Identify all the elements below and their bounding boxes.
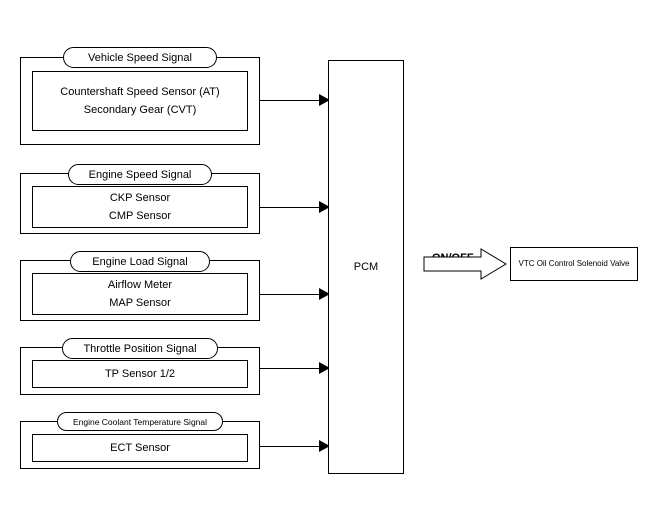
sensor-label: MAP Sensor — [109, 297, 171, 309]
sensor-box-engine-coolant-temperature — [32, 434, 248, 462]
solenoid-valve-label: VTC Oil Control Solenoid Valve — [518, 259, 630, 268]
sensor-label: CMP Sensor — [108, 210, 172, 222]
pcm-label: PCM — [353, 261, 379, 273]
pcm-box — [328, 60, 404, 474]
sensor-box-vehicle-speed — [32, 71, 248, 131]
connector-engine-coolant-temperature — [260, 446, 324, 447]
signal-title-vehicle-speed — [63, 47, 217, 68]
signal-title-engine-coolant-temperature — [57, 412, 223, 431]
signal-title-label: Engine Speed Signal — [88, 168, 192, 181]
signal-title-label: Vehicle Speed Signal — [88, 51, 192, 64]
sensor-box-engine-speed — [32, 186, 248, 228]
connector-engine-load — [260, 294, 324, 295]
sensor-label: TP Sensor 1/2 — [104, 368, 176, 380]
signal-title-engine-speed — [68, 164, 212, 185]
sensor-box-throttle-position — [32, 360, 248, 388]
sensor-label: ECT Sensor — [110, 442, 170, 454]
connector-throttle-position — [260, 368, 324, 369]
signal-title-label: Engine Load Signal — [92, 255, 188, 268]
sensor-box-engine-load — [32, 273, 248, 315]
sensor-label: Secondary Gear (CVT) — [83, 104, 197, 116]
connector-engine-speed — [260, 207, 324, 208]
connector-vehicle-speed — [260, 100, 324, 101]
sensor-label: CKP Sensor — [109, 192, 171, 204]
vtc-oil-control-solenoid-valve-box — [510, 247, 638, 281]
signal-title-engine-load — [70, 251, 210, 272]
signal-title-label: Throttle Position Signal — [83, 342, 197, 355]
onoff-block-arrow — [423, 248, 507, 280]
signal-title-throttle-position — [62, 338, 218, 359]
sensor-label: Countershaft Speed Sensor (AT) — [60, 86, 220, 98]
sensor-label: Airflow Meter — [107, 279, 173, 291]
signal-title-label: Engine Coolant Temperature Signal — [72, 416, 208, 427]
